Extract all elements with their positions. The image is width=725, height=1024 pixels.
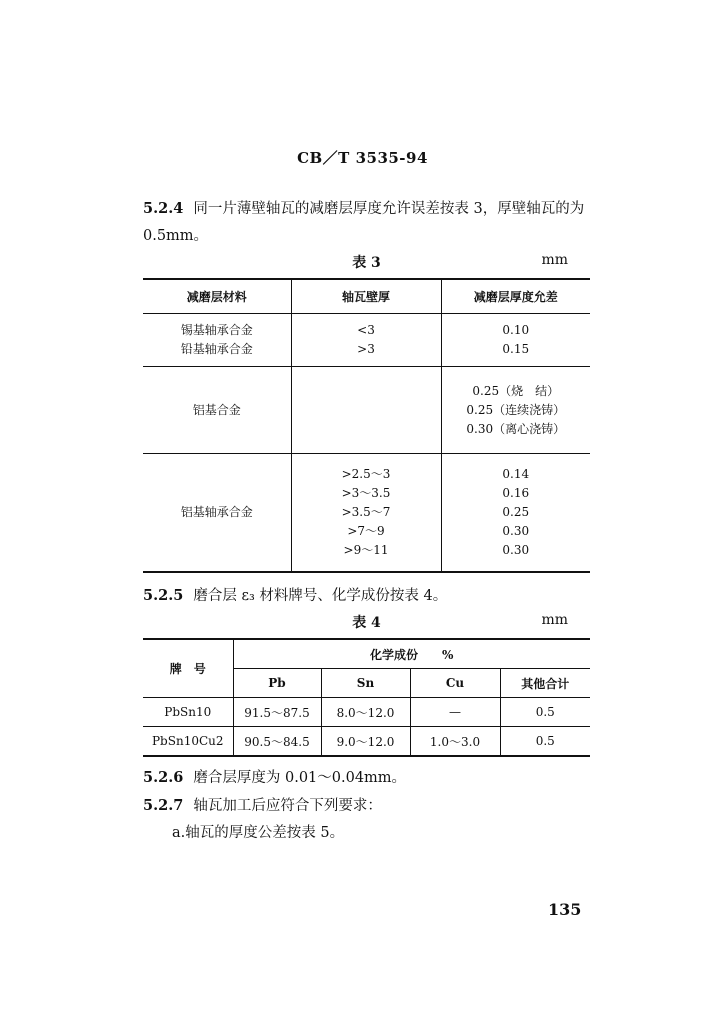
section-number: 5.2.4 — [143, 200, 184, 217]
value-cell: 90.5～84.5 — [233, 727, 321, 757]
value-cell: 0.5 — [500, 698, 590, 727]
thickness-cell — [291, 367, 441, 454]
table4-subheader-cu: Cu — [410, 669, 500, 698]
table-row — [143, 314, 590, 367]
thickness-line: >2.5～3 — [341, 467, 391, 481]
table3-unit: mm — [541, 252, 568, 268]
table3-caption-row — [143, 252, 590, 272]
material-cell — [143, 454, 291, 573]
tolerance-line: 0.30 — [502, 543, 530, 557]
value-cell: 8.0～12.0 — [321, 698, 410, 727]
table4-caption-row — [143, 612, 590, 632]
thickness-line: >7～9 — [347, 524, 385, 538]
table-row — [143, 727, 590, 757]
table4-composition-header: 化学成份 % — [233, 639, 590, 669]
section-5-2-6 — [143, 764, 593, 792]
list-item-a: a.轴瓦的厚度公差按表 5。 — [172, 825, 345, 841]
table4-subheader-sn: Sn — [321, 669, 410, 698]
section-text: 轴瓦加工后应符合下列要求： — [193, 798, 382, 814]
tolerance-line: 0.25（烧 结） — [472, 383, 560, 398]
tolerance-cell — [441, 454, 590, 573]
table-row — [143, 698, 590, 727]
material-cell — [143, 367, 291, 454]
table-3 — [143, 278, 590, 573]
thickness-cell — [291, 314, 441, 367]
thickness-line: >9～11 — [343, 543, 389, 557]
table-4 — [143, 638, 590, 757]
section-5-2-4 — [143, 195, 593, 250]
section-text: 磨合层厚度为 0.01～0.04mm。 — [193, 770, 407, 786]
table3-header-thickness: 轴瓦壁厚 — [291, 279, 441, 314]
material-line: 铝基合金 — [192, 402, 241, 417]
tolerance-cell — [441, 314, 590, 367]
tolerance-line: 0.15 — [502, 342, 530, 356]
value-cell: 1.0～3.0 — [410, 727, 500, 757]
section-5-2-7 — [143, 792, 593, 820]
tolerance-cell — [441, 367, 590, 454]
tolerance-line: 0.16 — [502, 486, 530, 500]
thickness-line: >3.5～7 — [341, 505, 391, 519]
table4-subheader-pb: Pb — [233, 669, 321, 698]
tolerance-line: 0.30 — [502, 524, 530, 538]
table-row — [143, 367, 590, 454]
thickness-line: >3 — [357, 342, 375, 356]
thickness-cell — [291, 454, 441, 573]
table3-header-tolerance: 减磨层厚度允差 — [441, 279, 590, 314]
section-text: 磨合层 ε₃ 材料牌号、化学成份按表 4。 — [193, 588, 448, 604]
section-number: 5.2.6 — [143, 769, 184, 786]
material-line: 铅基轴承合金 — [180, 342, 253, 356]
value-cell: — — [410, 698, 500, 727]
table4-subheader-other: 其他合计 — [500, 669, 590, 698]
tolerance-line: 0.10 — [502, 323, 530, 337]
table4-grade-header: 牌 号 — [143, 639, 233, 698]
table3-header-material: 减磨层材料 — [143, 279, 291, 314]
section-number: 5.2.7 — [143, 797, 184, 814]
tolerance-line: 0.30（离心浇铸） — [466, 421, 566, 436]
material-cell — [143, 314, 291, 367]
table3-caption: 表 3 — [352, 255, 381, 271]
value-cell: 9.0～12.0 — [321, 727, 410, 757]
grade-cell: PbSn10 — [143, 698, 233, 727]
value-cell: 0.5 — [500, 727, 590, 757]
tolerance-line: 0.25 — [502, 505, 530, 519]
tolerance-line: 0.14 — [502, 467, 530, 481]
material-line: 锡基轴承合金 — [180, 323, 253, 337]
tolerance-line: 0.25（连续浇铸） — [466, 402, 566, 417]
grade-cell: PbSn10Cu2 — [143, 727, 233, 757]
table4-caption: 表 4 — [352, 615, 381, 631]
section-5-2-5 — [143, 582, 593, 610]
section-number: 5.2.5 — [143, 587, 184, 604]
table4-unit: mm — [541, 612, 568, 628]
value-cell: 91.5～87.5 — [233, 698, 321, 727]
page-header: CB／T 3535-94 — [297, 149, 428, 167]
table-row — [143, 454, 590, 573]
thickness-line: <3 — [357, 323, 375, 337]
section-text: 同一片薄壁轴瓦的减磨层厚度允许误差按表 3，厚壁轴瓦的为 0.5mm。 — [143, 201, 585, 244]
thickness-line: >3～3.5 — [341, 486, 391, 500]
page-number: 135 — [548, 900, 582, 919]
material-line: 铝基轴承合金 — [180, 505, 253, 519]
